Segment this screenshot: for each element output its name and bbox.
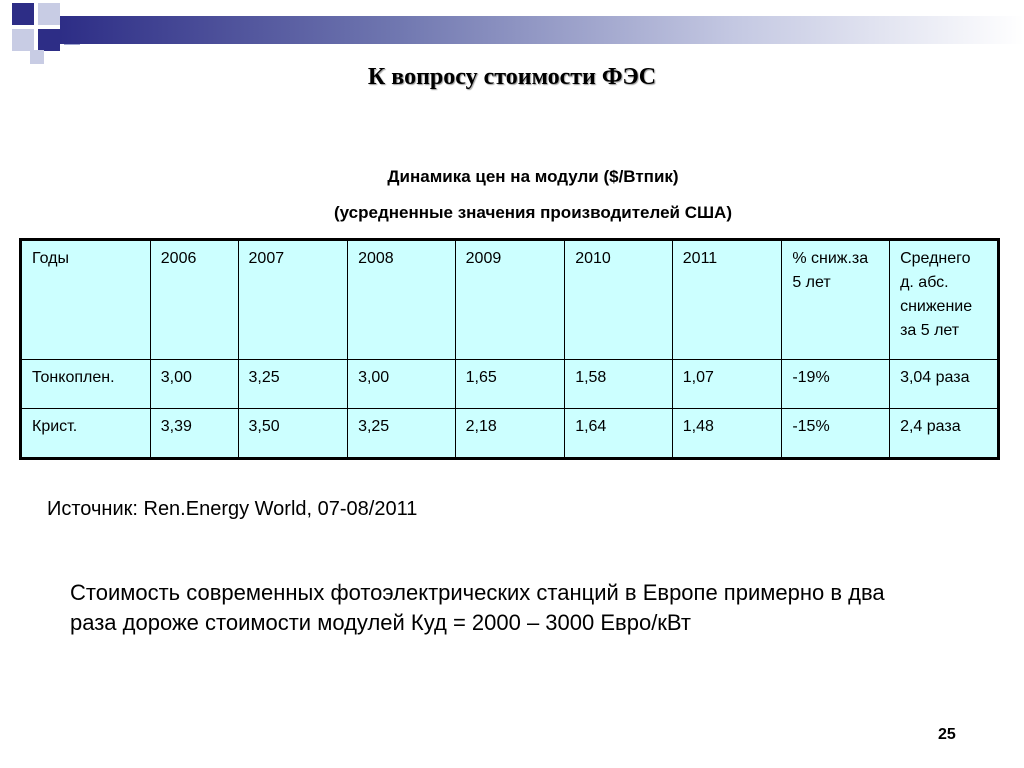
table-row xyxy=(21,360,999,409)
table-row xyxy=(21,409,999,459)
table-cell: 3,39 xyxy=(150,409,238,459)
price-table xyxy=(19,238,1000,460)
table-cell: 1,48 xyxy=(672,409,782,459)
cost-note: Стоимость современных фотоэлектрических станций в Европе примерно в два раза дороже стоимости модулей Куд = 2000 – 3000 Евро/кВт xyxy=(70,580,885,635)
table-cell: 3,00 xyxy=(150,360,238,409)
header-cell: Среднего д. абс. снижение за 5 лет xyxy=(890,240,999,360)
table-cell: 1,07 xyxy=(672,360,782,409)
decor-square xyxy=(12,29,34,51)
table-cell: 3,04 раза xyxy=(890,360,999,409)
table-cell: 1,58 xyxy=(565,360,673,409)
header-cell: % сниж.за 5 лет xyxy=(782,240,890,360)
table-caption-line2: (усредненные значения производителей США) xyxy=(333,203,732,222)
table-cell: Тонкоплен. xyxy=(21,360,151,409)
table-cell: -19% xyxy=(782,360,890,409)
header-cell: Годы xyxy=(21,240,151,360)
header-cell: 2009 xyxy=(455,240,565,360)
table-cell: 3,25 xyxy=(348,409,456,459)
decor-square xyxy=(38,3,60,25)
decor-square xyxy=(38,29,60,51)
decor-square xyxy=(30,50,44,64)
table-header-row xyxy=(21,240,999,360)
table-cell: 1,64 xyxy=(565,409,673,459)
header-gradient-bar xyxy=(60,16,1024,44)
header-cell: 2007 xyxy=(238,240,348,360)
header-cell: 2006 xyxy=(150,240,238,360)
table-caption-line1: Динамика цен на модули ($/Втпик) xyxy=(387,167,679,186)
table-cell: -15% xyxy=(782,409,890,459)
table-cell: 2,4 раза xyxy=(890,409,999,459)
slide-title: К вопросу стоимости ФЭС xyxy=(367,64,657,90)
table-cell: 2,18 xyxy=(455,409,565,459)
source-citation: Источник: Ren.Energy World, 07-08/2011 xyxy=(47,498,418,520)
decor-square xyxy=(12,3,34,25)
table-cell: 1,65 xyxy=(455,360,565,409)
header-cell: 2011 xyxy=(672,240,782,360)
table-cell: 3,00 xyxy=(348,360,456,409)
header-cell: 2010 xyxy=(565,240,673,360)
page-number: 25 xyxy=(938,726,956,743)
table-cell: 3,50 xyxy=(238,409,348,459)
header-cell: 2008 xyxy=(348,240,456,360)
table-cell: 3,25 xyxy=(238,360,348,409)
table-cell: Крист. xyxy=(21,409,151,459)
